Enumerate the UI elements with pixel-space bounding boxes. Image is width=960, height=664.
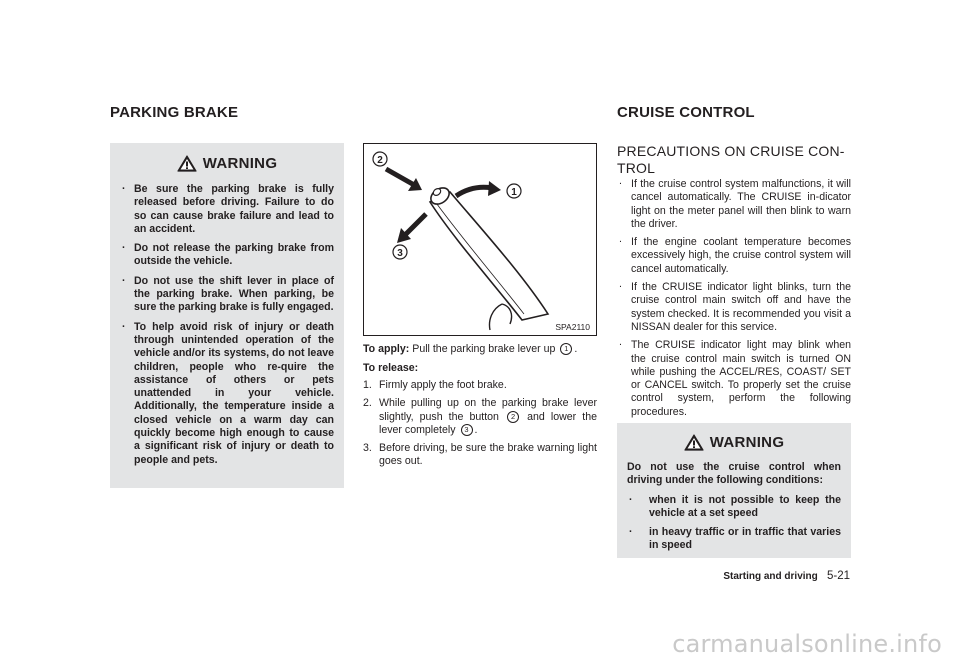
parking-brake-lever-illustration bbox=[364, 144, 596, 335]
callout-3-ref: 3 bbox=[461, 424, 473, 436]
warning-triangle-icon bbox=[177, 155, 197, 172]
warning-item: . Do not use the shift lever in place of the parking brake. When parking, be sure the parking brake is fully engaged. bbox=[120, 275, 334, 315]
callout-1-ref: 1 bbox=[560, 343, 572, 355]
precaution-item: . If the cruise control system malfunctions, it will cancel automatically. The CRUISE in-dicator light on the meter panel will then blink to warn the driver. bbox=[617, 178, 851, 231]
cruise-control-title: CRUISE CONTROL bbox=[617, 104, 755, 121]
warning-item: . To help avoid risk of injury or death through unintended operation of the vehicle and/or its systems, do not leave children, people who re-quire the assistance of others or pets unattended in your vehicle. Additionally, the temperature inside a closed vehicle on a warm day can quickly become high enough to cause a significant risk of injury or death to people and pets. bbox=[120, 321, 334, 467]
watermark: carmanualsonline.info bbox=[672, 630, 942, 658]
parking-brake-figure bbox=[363, 143, 597, 336]
parking-brake-title: PARKING BRAKE bbox=[110, 104, 239, 121]
warning-item: . Do not release the parking brake from outside the vehicle. bbox=[120, 242, 334, 269]
warning-item: . Be sure the parking brake is fully released before driving. Failure to do so can cause brake failure and lead to an accident. bbox=[120, 183, 334, 236]
step-number: 3. bbox=[363, 442, 372, 455]
apply-label: To apply: bbox=[363, 343, 410, 355]
page-footer bbox=[723, 570, 850, 582]
footer-section-name: Starting and driving bbox=[723, 571, 818, 582]
step-number: 1. bbox=[363, 379, 372, 391]
warning-item: . when it is not possible to keep the vehicle at a set speed bbox=[627, 494, 841, 521]
callout-2-label: 2 bbox=[377, 155, 383, 166]
cruise-warning-list bbox=[617, 494, 851, 553]
warning-header bbox=[110, 143, 344, 183]
parking-brake-warning-box bbox=[110, 143, 344, 488]
apply-text-end: . bbox=[574, 343, 578, 355]
cruise-precautions-subtitle: PRECAUTIONS ON CRUISE CON-TROL bbox=[617, 143, 845, 176]
page-number: 5-21 bbox=[826, 570, 850, 582]
release-steps bbox=[363, 379, 597, 474]
parking-brake-warning-list bbox=[110, 183, 344, 467]
step-text: Firmly apply the foot brake. bbox=[379, 379, 507, 391]
precaution-item: . If the engine coolant temperature becomes excessively high, the cruise control system will cancel automatically. bbox=[617, 236, 851, 276]
step-text: While pulling up on the parking brake lever slightly, push the button bbox=[379, 397, 597, 423]
step-number: 2. bbox=[363, 397, 372, 410]
precaution-item: . If the CRUISE indicator light blinks, turn the cruise control main switch off and have the system checked. It is recommended you visit a NISSAN dealer for this service. bbox=[617, 281, 851, 334]
cruise-precautions-list bbox=[617, 178, 851, 424]
warning-item: . in heavy traffic or in traffic that varies in speed bbox=[627, 526, 841, 553]
step-text: and lower the lever completely bbox=[379, 410, 598, 436]
step-text: Before driving, be sure the brake warning light goes out. bbox=[379, 442, 597, 468]
warning-label: WARNING bbox=[202, 154, 278, 172]
release-step bbox=[363, 397, 597, 437]
callout-1-icon bbox=[507, 184, 521, 198]
release-step bbox=[363, 379, 597, 392]
figure-caption: SPA2110 bbox=[555, 322, 590, 332]
callout-3-label: 3 bbox=[397, 248, 403, 259]
precaution-item: . The CRUISE indicator light may blink when the cruise control main switch is turned ON while pushing the ACCEL/RES, COAST/ SET or CANCEL switch. To properly set the cruise control system, perform the following procedures. bbox=[617, 339, 851, 419]
warning-header bbox=[617, 423, 851, 461]
cruise-warning-intro: Do not use the cruise control when driving under the following conditions: bbox=[627, 461, 841, 487]
release-label: To release: bbox=[363, 362, 419, 374]
release-step bbox=[363, 442, 597, 469]
callout-3-icon bbox=[393, 245, 407, 259]
step-text-end: . bbox=[474, 423, 478, 436]
callout-2-icon bbox=[373, 152, 387, 166]
cruise-warning-box bbox=[617, 423, 851, 558]
callout-1-label: 1 bbox=[511, 187, 517, 198]
callout-2-ref: 2 bbox=[507, 411, 519, 423]
apply-text: Pull the parking brake lever up bbox=[412, 343, 556, 355]
warning-label: WARNING bbox=[709, 433, 785, 451]
warning-triangle-icon bbox=[684, 434, 704, 451]
apply-instruction bbox=[363, 343, 597, 356]
